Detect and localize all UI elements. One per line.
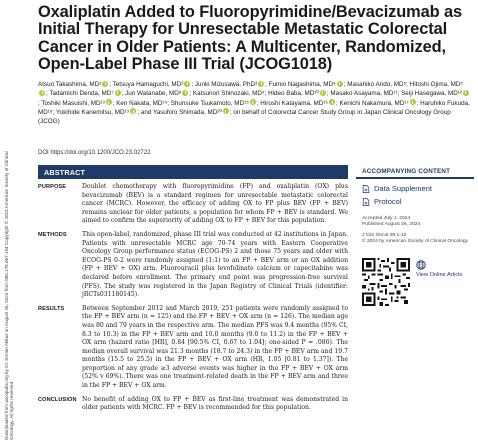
orcid-icon[interactable] (329, 99, 335, 105)
author-text[interactable]: ; Tetsuya Hamaguchi, MD² (109, 81, 184, 88)
section-text: This open-label, randomized, phase III trial was conducted at 42 institutions in Japan. Patients with unresectable MCRC age 70-74 years with Eastern Cooperative Oncology Group performance status (ECOG-PS) 2 and those 75 years and older with ECOG-PS 0-2 were randomly assigned (1:1) to an FP + BEV arm or an OX addition (FP + BEV + OX) arm. Fluorouracil plus levofolinate calcium or capecitabine was declared before enrollment. The primary end point was progression-free survival (PFS). The study was registered in the Japan Registry of Clinical Trials (identifier: jRCTs031180145). (82, 230, 348, 299)
author-text[interactable]: ; Masahiko Ando, MD⁵; (343, 81, 408, 88)
author-text: Study Group in Japan Clinical Oncology Group (JCOG) (38, 108, 451, 126)
orcid-icon[interactable] (115, 90, 121, 96)
orcid-icon[interactable] (320, 90, 326, 96)
section-label: METHODS (38, 231, 67, 238)
section-text: Doublet chemotherapy with fluoropyrimidine (FP) and oxaliplatin (OX) plus bevacizumab (BEV) is a standard regimen for unresectable metastatic colorectal cancer (MCRC). However, the efficacy of adding OX to FP plus BEV (FP + BEV) remains unclear for older patients, a population for whom FP + BEV is standard. We aimed to confirm the superiority of adding OX to FP + BEV for this population. (82, 183, 348, 225)
orcid-icon[interactable] (410, 99, 416, 105)
author-text[interactable]: ; Toshiki Masuishi, MD¹³ (38, 99, 105, 107)
author-list (38, 80, 470, 126)
accompanying-content-list (362, 184, 472, 210)
orcid-icon[interactable] (463, 90, 469, 96)
copyright-notice: © 2024 by American Society of Clinical Oncology (362, 239, 469, 245)
document-plus-icon (362, 198, 370, 206)
accepted-date: Accepted July 1, 2024 (362, 216, 411, 221)
author-text[interactable]: ; Jun Watanabe, MD⁸ (121, 90, 182, 98)
orcid-icon[interactable] (39, 90, 45, 96)
section-text: No benefit of adding OX to FP + BEV as first-line treatment was demonstrated in older patients with MCRC. FP + BEV is recommended for this population. (82, 395, 348, 412)
author-text[interactable]: ; (336, 99, 338, 107)
orcid-icon[interactable] (250, 99, 256, 105)
orcid-icon[interactable] (337, 81, 343, 87)
accompanying-content-header: ACCOMPANYING CONTENT (356, 165, 474, 179)
author-text[interactable]: ; Fumio Nagashima, MD⁴ (265, 81, 336, 88)
orcid-icon[interactable] (102, 81, 108, 87)
author-text[interactable]: Seiji Hasegawa, MD¹² (401, 90, 462, 98)
author-text[interactable]: ; Ken Nakata, MD¹⁴; Shunsuke Tsukamoto, MD¹⁵ (112, 99, 249, 107)
section-label: PURPOSE (38, 184, 67, 190)
author-text[interactable]: ; on behalf of Colorectal Cancer (229, 108, 319, 116)
abstract-header: ABSTRACT (38, 165, 348, 179)
publication-meta (362, 216, 472, 246)
orcid-icon[interactable] (223, 108, 229, 114)
author-text[interactable]: Kenichi Nakamura, MD¹⁷ (339, 99, 409, 107)
orcid-icon[interactable] (184, 81, 190, 87)
view-online-block (362, 254, 472, 312)
abstract-section-purpose (38, 183, 348, 226)
doi-link[interactable]: DOI https://doi.org/10.1200/JCO.23.02722 (38, 150, 151, 156)
orcid-icon[interactable] (106, 99, 112, 105)
author-text[interactable]: ; Hiroshi Katayama, MD¹⁶ (256, 99, 328, 107)
article-title: Oxaliplatin Added to Fluoropyrimidine/Bevacizumab as Initial Therapy for Unresectable Metastatic Colorectal Cancer in Older Patients: A Multicenter, Randomized, Open-Label Phase III Trial (JCOG1018) (38, 3, 463, 74)
author-text[interactable]: Hitoshi Ojima, MD⁶ (409, 81, 463, 88)
view-online-label: View Online Article (416, 272, 463, 278)
data-supplement-label: Data Supplement (374, 184, 432, 193)
abstract-section-conclusion (38, 396, 348, 413)
abstract-section-results (38, 305, 348, 391)
author-text[interactable]: ; Katsunori Shinozaki, MD⁹; Hideo Baba, MD¹⁰ (189, 90, 319, 98)
section-label: RESULTS (38, 305, 65, 312)
author-text[interactable]: ; Masako Asayama, MD¹¹; (326, 90, 400, 98)
protocol-link[interactable] (362, 197, 472, 206)
download-notice (4, 140, 18, 440)
abstract-section-methods (38, 231, 348, 300)
orcid-icon[interactable] (130, 108, 136, 114)
download-notice-text: Downloaded from ascopubs.org by Dr. Erman Akkus on August 26, 2024 from 085.176.067.194 Copyright © 2024 American Society of Clinical Oncology. All rights reserved. (4, 151, 15, 440)
section-label: CONCLUSION (38, 396, 77, 403)
qr-code-icon[interactable] (362, 258, 410, 306)
document-plus-icon (362, 185, 370, 193)
section-text: Between September 2012 and March 2019, 251 patients were randomly assigned to the FP + BEV arm (n = 125) and the FP + BEV + OX arm (n = 126). The median age was 80 and 79 years in the respective arm. The median PFS was 9.4 months (95% CI, 8.3 to 10.3) in the FP + BEV arm and 10.0 months (9.0 to 11.2) in the FP + BEV + OX arm (hazard ratio [HR], 0.84 [90.5% CI, 0.67 to 1.04]; one-sided P = .086). The median overall survival was 21.3 months (18.7 to 24.3) in the FP + BEV arm and 19.7 months (15.5 to 25.5) in the FP + BEV + OX arm (HR, 1.05 [0.81 to 1.37]). The proportion of any grade ≥3 adverse events was higher in the FP + BEV + OX arm (52% v 69%). There was one treatment-related death in the FP + BEV arm and three in the FP + BEV + OX arm. (82, 304, 348, 390)
author-text[interactable]: ; Haruhiko Fukuda, MD¹⁸; Yukihide Kanemitsu, MD¹⁹ (38, 99, 470, 116)
orcid-icon[interactable] (258, 81, 264, 87)
protocol-label: Protocol (374, 197, 402, 206)
published-date: Published August 26, 2024 (362, 222, 421, 228)
globe-icon (416, 260, 426, 270)
abstract-body (38, 183, 348, 418)
data-supplement-link[interactable] (362, 184, 472, 193)
author-text[interactable]: Atsuo Takashima, MD¹ (38, 81, 102, 88)
orcid-icon[interactable] (182, 90, 188, 96)
view-online-link[interactable] (416, 260, 466, 279)
journal-citation: J Clin Oncol 00:1-10 (362, 232, 407, 238)
author-text[interactable]: ; Tadamichi Denda, MD⁷ (46, 90, 114, 98)
author-text[interactable]: ; and Yasuhiro Shimada, MD²⁰ (137, 108, 222, 116)
author-text[interactable]: ; Junki Mizusawa, PhD³ (191, 81, 258, 88)
